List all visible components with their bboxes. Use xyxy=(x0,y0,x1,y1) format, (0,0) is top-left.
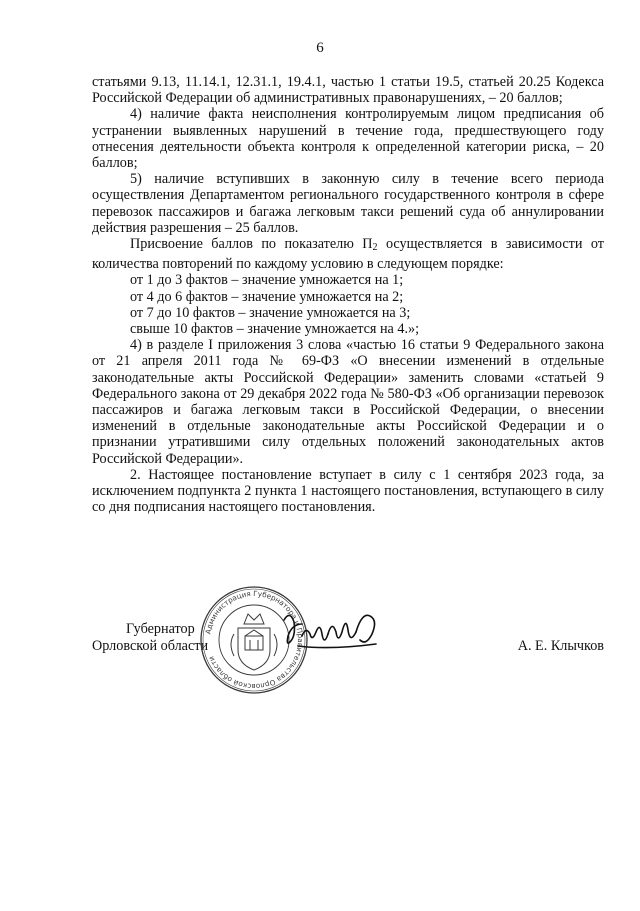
document-body xyxy=(92,74,604,515)
handwritten-signature-icon xyxy=(280,606,390,654)
multiplier-line-2: от 4 до 6 фактов – значение умножается на 2; xyxy=(130,288,404,305)
scoring-rule-text-start: Присвоение баллов по показателю П xyxy=(130,236,373,253)
multiplier-line-3: от 7 до 10 фактов – значение умножается на 3; xyxy=(130,304,411,321)
paragraph-item-5: 5) наличие вступивших в законную силу в течение всего периода осуществления Департаментом регионального государственного контроля в сфере перевозок пассажиров и багажа легковым такси решений суда об аннулировании действия разрешения – 25 баллов. xyxy=(92,171,604,236)
paragraph-effective-date: 2. Настоящее постановление вступает в силу с 1 сентября 2023 года, за исключением подпункта 2 пункта 1 настоящего постановления, вступающего в силу со дня подписания настоящего постановления. xyxy=(92,466,604,516)
indicator-subscript: 2 xyxy=(372,242,378,254)
page-number: 6 xyxy=(316,40,324,56)
multiplier-line-1: от 1 до 3 фактов – значение умножается на 1; xyxy=(130,272,404,289)
paragraph-item-4: 4) наличие факта неисполнения контролируемым лицом предписания об устранении выявленных нарушений в течение года, предшествующего году отнесения деятельности объекта контроля к определенной категории риска, – 20 баллов; xyxy=(92,106,604,172)
paragraph-scoring-rule xyxy=(92,236,604,272)
signatory-name: А. Е. Клычков xyxy=(517,638,604,654)
signatory-title: Губернатор xyxy=(126,621,195,637)
signatory-region: Орловской области xyxy=(92,638,209,654)
signature-block xyxy=(92,588,604,692)
multiplier-line-4: свыше 10 фактов – значение умножается на 4.»; xyxy=(130,321,420,338)
seal-ring-text: Администрация Губернатора и Правительства Орловской области xyxy=(203,588,306,692)
scoring-rule-text-end: осуществляется в зависимости от количества повторений по каждому условию в следующем порядке: xyxy=(92,236,604,273)
paragraph-continuation: статьями 9.13, 11.14.1, 12.31.1, 19.4.1, частью 1 статьи 19.5, статьей 20.25 Кодекса Российской Федерации об административных правонарушениях, – 20 баллов; xyxy=(92,74,604,107)
paragraph-amendment-4: 4) в разделе I приложения 3 слова «частью 16 статьи 9 Федерального закона от 21 апреля 2011 года № 69-ФЗ «О внесении изменений в отдельные законодательные акты Российской Федерации» заменить словами «статьей 9 Федерального закона от 29 декабря 2022 года № 580-ФЗ «Об организации перевозок пассажиров и багажа легковым такси в Российской Федерации, о внесении изменений в отдельные законодательные акты Российской Федерации и о признании утратившими силу отдельных положений законодательных актов Российской Федерации». xyxy=(92,337,604,467)
